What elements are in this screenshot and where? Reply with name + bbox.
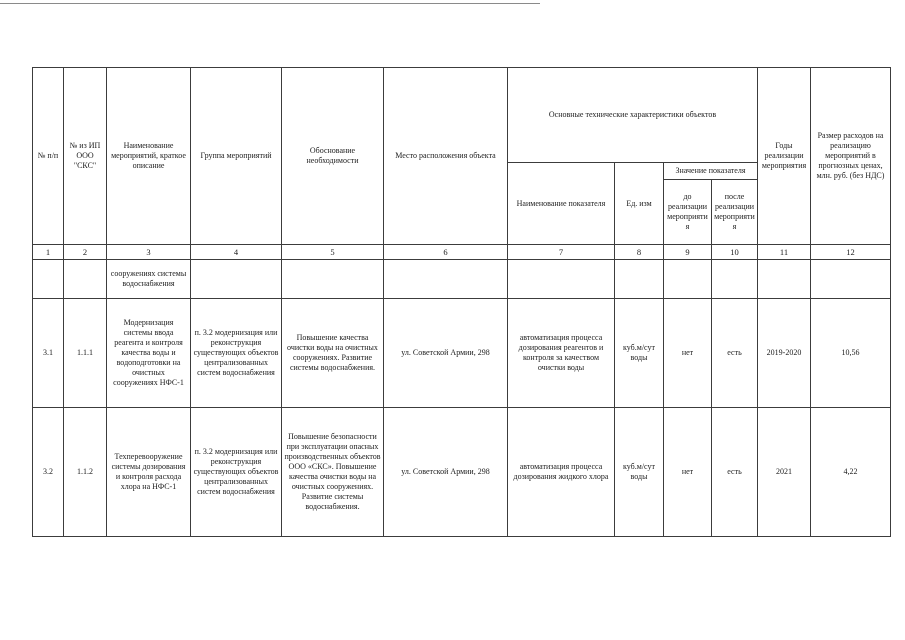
header-row — [33, 68, 891, 163]
column-number: 12 — [811, 245, 891, 260]
column-numbers-row — [33, 245, 891, 260]
header-value-before: до реализации мероприятия — [664, 180, 712, 245]
continuation-row — [33, 260, 891, 299]
row-value-before: нет — [664, 299, 712, 408]
table-row — [33, 408, 891, 537]
row-ip-number: 1.1.2 — [64, 408, 107, 537]
header-years: Годы реализации мероприятия — [758, 68, 811, 245]
row-ip-number: 1.1.1 — [64, 299, 107, 408]
row-indicator: автоматизация процесса дозирования реагентов и контроля за качеством очистки воды — [508, 299, 615, 408]
column-number: 11 — [758, 245, 811, 260]
row-measure-group: п. 3.2 модернизация или реконструкция существующих объектов централизованных систем водоснабжения — [191, 408, 282, 537]
header-value-after: после реализации мероприятия — [712, 180, 758, 245]
table-row — [33, 299, 891, 408]
header-ip-number: № из ИП ООО "СКС" — [64, 68, 107, 245]
header-measure-group: Группа мероприятий — [191, 68, 282, 245]
column-number: 5 — [282, 245, 384, 260]
column-number: 4 — [191, 245, 282, 260]
row-value-after: есть — [712, 299, 758, 408]
column-number: 8 — [615, 245, 664, 260]
row-location: ул. Советской Армии, 298 — [384, 299, 508, 408]
row-measure-name: Техперевооружение системы дозирования и контроля расхода хлора на НФС-1 — [107, 408, 191, 537]
header-location: Место расположения объекта — [384, 68, 508, 245]
investment-program-table — [32, 67, 891, 537]
row-measure-group: п. 3.2 модернизация или реконструкция существующих объектов централизованных систем водоснабжения — [191, 299, 282, 408]
column-number: 10 — [712, 245, 758, 260]
row-number: 3.1 — [33, 299, 64, 408]
row-years: 2019-2020 — [758, 299, 811, 408]
header-measure-name: Наименование мероприятий, краткое описание — [107, 68, 191, 245]
row-indicator: автоматизация процесса дозирования жидкого хлора — [508, 408, 615, 537]
column-number: 9 — [664, 245, 712, 260]
page-top-rule — [0, 3, 540, 4]
continuation-text: сооружениях системы водоснабжения — [107, 260, 191, 299]
header-row-number: № п/п — [33, 68, 64, 245]
header-indicator-name: Наименование показателя — [508, 163, 615, 245]
row-unit: куб.м/сут воды — [615, 408, 664, 537]
row-measure-name: Модернизация системы ввода реагента и контроля качества воды и водоподготовки на очистных сооружениях НФС-1 — [107, 299, 191, 408]
header-indicator-value: Значение показателя — [664, 163, 758, 180]
column-number: 6 — [384, 245, 508, 260]
header-justification: Обоснование необходимости — [282, 68, 384, 245]
column-number: 2 — [64, 245, 107, 260]
row-cost: 4,22 — [811, 408, 891, 537]
row-cost: 10,56 — [811, 299, 891, 408]
column-number: 1 — [33, 245, 64, 260]
header-cost: Размер расходов на реализацию мероприятий в прогнозных ценах, млн. руб. (без НДС) — [811, 68, 891, 245]
header-tech-characteristics: Основные технические характеристики объектов — [508, 68, 758, 163]
row-years: 2021 — [758, 408, 811, 537]
row-value-before: нет — [664, 408, 712, 537]
row-value-after: есть — [712, 408, 758, 537]
row-unit: куб.м/сут воды — [615, 299, 664, 408]
column-number: 3 — [107, 245, 191, 260]
row-location: ул. Советской Армии, 298 — [384, 408, 508, 537]
column-number: 7 — [508, 245, 615, 260]
row-justification: Повышение безопасности при эксплуатации опасных производственных объектов ООО «СКС». Повышение качества очистки воды на очистных сооружениях. Развитие системы водоснабжения. — [282, 408, 384, 537]
header-unit: Ед. изм — [615, 163, 664, 245]
row-number: 3.2 — [33, 408, 64, 537]
row-justification: Повышение качества очистки воды на очистных сооружениях. Развитие системы водоснабжения. — [282, 299, 384, 408]
